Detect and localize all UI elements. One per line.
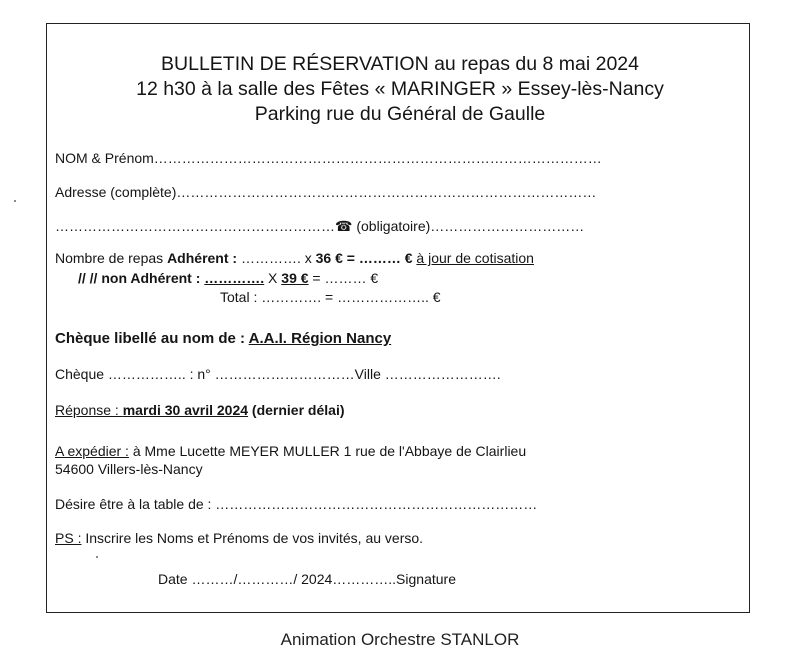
cotisation-note: à jour de cotisation [416, 250, 534, 266]
event-venue: 12 h30 à la salle des Fêtes « MARINGER » Essey-lès-Nancy [136, 78, 664, 100]
adherent-qty-field[interactable]: …………. x [237, 250, 316, 266]
non-adherent-qty-field[interactable]: …………. [204, 270, 265, 286]
deadline-row [55, 402, 345, 418]
adherent-currency: € [404, 250, 413, 266]
scan-speck [96, 556, 98, 558]
footer-caption: Animation Orchestre STANLOR [280, 630, 520, 649]
name-field[interactable]: NOM & Prénom…………………………………………………………………………………… [55, 150, 602, 166]
mailing-address-line2: 54600 Villers-lès-Nancy [55, 461, 203, 477]
total-field[interactable]: Total : …………. = ……………….. € [220, 289, 441, 305]
ps-label: PS : [55, 530, 82, 546]
ditto-marks: // // [78, 270, 102, 286]
cheque-payee-label: Chèque libellé au nom de : [55, 330, 249, 347]
phone-field[interactable]: …………………………………………………… [55, 218, 335, 234]
deadline-note: (dernier délai) [248, 402, 345, 418]
mailing-label: A expédier : [55, 443, 129, 459]
adherent-row [55, 250, 534, 266]
non-adherent-price: 39 € [281, 270, 309, 286]
mailing-address-row [55, 443, 526, 459]
ps-text: Inscrire les Noms et Prénoms de vos invités, au verso. [81, 530, 424, 546]
date-signature-field[interactable]: Date ………/…………/ 2024…………..Signature [158, 571, 456, 587]
address-field[interactable]: Adresse (complète)……………………………………………………………………………… [55, 184, 597, 200]
form-title: BULLETIN DE RÉSERVATION au repas du 8 mai 2024 [161, 53, 639, 75]
non-adherent-label: non Adhérent : [101, 270, 201, 286]
cheque-field[interactable]: Chèque …………….. : n° …………………………Ville ……………………. [55, 366, 501, 382]
repas-prefix: Nombre de repas [55, 250, 168, 266]
mailing-address-line1: à Mme Lucette MEYER MULLER 1 rue de l'Abbaye de Clairlieu [128, 443, 527, 459]
non-adherent-x: X [264, 270, 282, 286]
table-preference-field[interactable]: Désire être à la table de : …………………………………………………………… [55, 496, 538, 512]
phone-icon: ☎ [335, 218, 353, 234]
parking-info: Parking rue du Général de Gaulle [254, 103, 546, 125]
phone-row [55, 218, 584, 235]
adherent-price: 36 € [315, 250, 343, 266]
non-adherent-row [78, 270, 378, 286]
deadline-date: mardi 30 avril 2024 [122, 402, 249, 418]
cheque-payee-row [55, 330, 391, 347]
phone-label: (obligatoire)…………………………… [352, 218, 585, 234]
adherent-amount-field[interactable]: = ……… [342, 250, 405, 266]
adherent-label: Adhérent : [167, 250, 238, 266]
ps-row [55, 530, 423, 546]
scan-speck [14, 200, 16, 202]
non-adherent-amount-field[interactable]: = ……… € [308, 270, 379, 286]
cheque-payee-name: A.A.I. Région Nancy [248, 330, 392, 347]
deadline-label: Réponse : [55, 402, 123, 418]
